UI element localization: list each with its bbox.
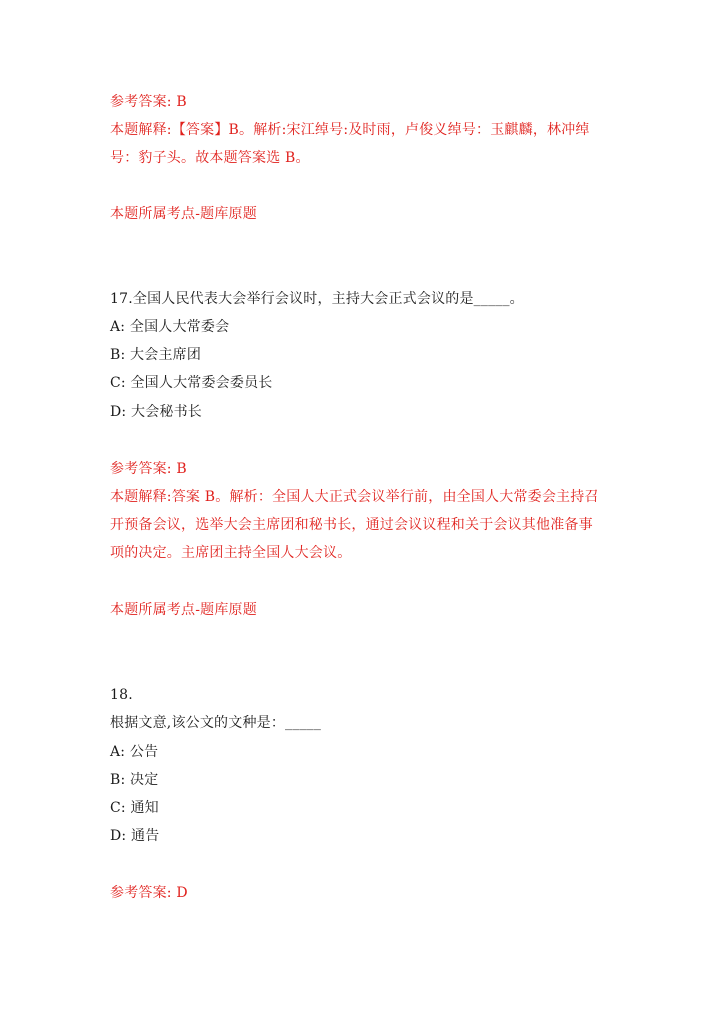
q17-answer: 参考答案: B: [110, 461, 187, 477]
q16-explanation-line-2: 号：豹子头。故本题答案选 B。: [110, 150, 310, 166]
q18-option-d: D: 通告: [110, 828, 160, 844]
q18-option-a: A: 公告: [110, 744, 159, 760]
q17-option-b: B: 大会主席团: [110, 347, 202, 363]
q17-option-d: D: 大会秘书长: [110, 404, 202, 420]
q17-question: 17.全国人民代表大会举行会议时，主持大会正式会议的是_____。: [110, 291, 524, 307]
q16-explanation-line-1: 本题解释:【答案】B。解析:宋江绰号:及时雨，卢俊义绰号：玉麒麟，林冲绰: [110, 122, 590, 138]
q17-explanation-line-3: 项的决定。主席团主持全国人大会议。: [110, 545, 352, 561]
q17-explanation-line-2: 开预备会议，选举大会主席团和秘书长，通过会议议程和关于会议其他准备事: [110, 517, 593, 533]
q18-question: 根据文意,该公文的文种是：_____: [110, 715, 322, 731]
q16-answer: 参考答案: B: [110, 94, 187, 110]
q17-option-a: A: 全国人大常委会: [110, 319, 230, 335]
q18-option-b: B: 决定: [110, 772, 159, 788]
q18-number: 18.: [110, 687, 133, 703]
q17-explanation-line-1: 本题解释:答案 B。解析：全国人大正式会议举行前，由全国人大常委会主持召: [110, 489, 599, 505]
q16-topic: 本题所属考点-题库原题: [110, 206, 257, 222]
q17-option-c: C: 全国人大常委会委员长: [110, 375, 273, 391]
q18-option-c: C: 通知: [110, 800, 159, 816]
q18-answer: 参考答案: D: [110, 885, 188, 901]
q17-topic: 本题所属考点-题库原题: [110, 602, 257, 618]
